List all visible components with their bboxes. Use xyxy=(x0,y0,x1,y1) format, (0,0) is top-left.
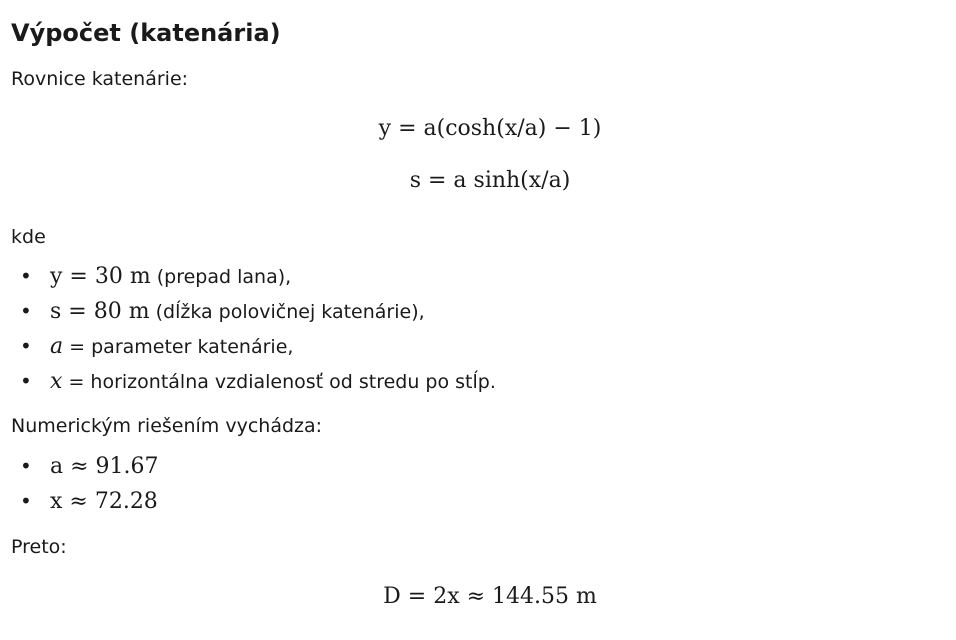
section-title: Výpočet (katenária) xyxy=(11,19,281,47)
item-text: = parameter katenárie, xyxy=(63,336,294,358)
where-text: kde xyxy=(11,226,46,248)
list-item xyxy=(20,294,496,329)
equation-catenary: y = a(cosh(x/a) − 1) xyxy=(378,116,602,141)
list-item xyxy=(20,449,159,484)
item-text: (prepad lana), xyxy=(150,266,292,288)
list-item xyxy=(20,329,496,364)
numeric-intro: Numerickým riešením vychádza: xyxy=(11,415,323,437)
math-expr: x ≈ 72.28 xyxy=(50,489,158,514)
intro-text: Rovnice katenárie: xyxy=(11,68,189,90)
math-expr: a ≈ 91.67 xyxy=(50,454,159,479)
math-expr: x xyxy=(50,369,63,394)
list-item xyxy=(20,259,496,294)
list-item xyxy=(20,484,159,519)
item-text: (dĺžka polovičnej katenárie), xyxy=(149,301,425,323)
equation-arc-length: s = a sinh(x/a) xyxy=(409,168,571,193)
results-list xyxy=(20,449,159,519)
list-item xyxy=(20,364,496,399)
math-expr: a xyxy=(50,334,64,359)
item-text: = horizontálna vzdialenosť od stredu po stĺp. xyxy=(62,371,496,393)
definitions-list xyxy=(20,259,496,399)
math-expr: s = 80 m xyxy=(50,299,150,324)
therefore-text: Preto: xyxy=(11,536,67,558)
final-equation: D = 2x ≈ 144.55 m xyxy=(383,584,597,609)
math-expr: y = 30 m xyxy=(50,264,151,289)
